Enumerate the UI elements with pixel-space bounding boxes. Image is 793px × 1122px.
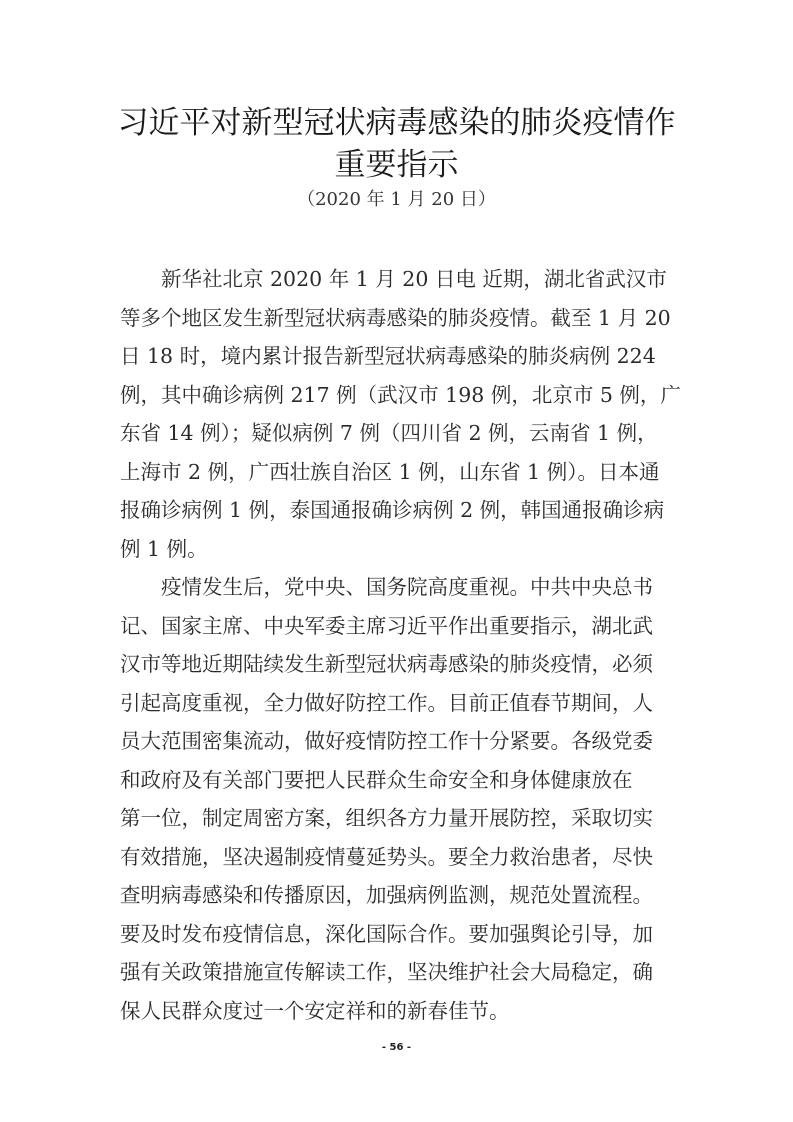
body-line: 记、国家主席、中央军委主席习近平作出重要指示，湖北武 xyxy=(120,614,653,638)
page-number: - 56 - xyxy=(381,1042,412,1053)
body-line: 日 18 时，境内累计报告新型冠状病毒感染的肺炎病例 224 xyxy=(120,344,656,368)
document-date: （2020 年 1 月 20 日） xyxy=(297,189,496,210)
body-line: 查明病毒感染和传播原因，加强病例监测，规范处置流程。 xyxy=(120,883,653,907)
body-line: 有效措施，坚决遏制疫情蔓延势头。要全力救治患者，尽快 xyxy=(120,845,653,869)
document-title-line-1: 习近平对新型冠状病毒感染的肺炎疫情作 xyxy=(117,105,676,141)
body-line: 东省 14 例）；疑似病例 7 例（四川省 2 例，云南省 1 例， xyxy=(120,421,658,445)
body-line: 保人民群众度过一个安定祥和的新春佳节。 xyxy=(120,999,510,1023)
body-line: 报确诊病例 1 例，泰国通报确诊病例 2 例，韩国通报确诊病 xyxy=(120,498,665,522)
body-line: 例，其中确诊病例 217 例（武汉市 198 例，北京市 5 例，广 xyxy=(120,383,681,407)
body-line: 引起高度重视，全力做好防控工作。目前正值春节期间，人 xyxy=(120,691,653,715)
document-title-line-2: 重要指示 xyxy=(334,147,459,183)
body-line: 强有关政策措施宣传解读工作，坚决维护社会大局稳定，确 xyxy=(120,960,653,984)
body-line: 例 1 例。 xyxy=(120,537,208,561)
body-line: 疫情发生后，党中央、国务院高度重视。中共中央总书 xyxy=(120,575,653,599)
body-line: 上海市 2 例，广西壮族自治区 1 例，山东省 1 例）。日本通 xyxy=(120,460,660,484)
body-line: 和政府及有关部门要把人民群众生命安全和身体健康放在 xyxy=(120,768,633,792)
body-line: 第一位，制定周密方案，组织各方力量开展防控，采取切实 xyxy=(120,806,653,830)
body-line: 新华社北京 2020 年 1 月 20 日电 近期，湖北省武汉市 xyxy=(120,267,667,291)
body-line: 员大范围密集流动，做好疫情防控工作十分紧要。各级党委 xyxy=(120,729,653,753)
body-line: 要及时发布疫情信息，深化国际合作。要加强舆论引导，加 xyxy=(120,922,653,946)
body-line: 汉市等地近期陆续发生新型冠状病毒感染的肺炎疫情，必须 xyxy=(120,652,653,676)
body-line: 等多个地区发生新型冠状病毒感染的肺炎疫情。截至 1 月 20 xyxy=(120,306,671,330)
